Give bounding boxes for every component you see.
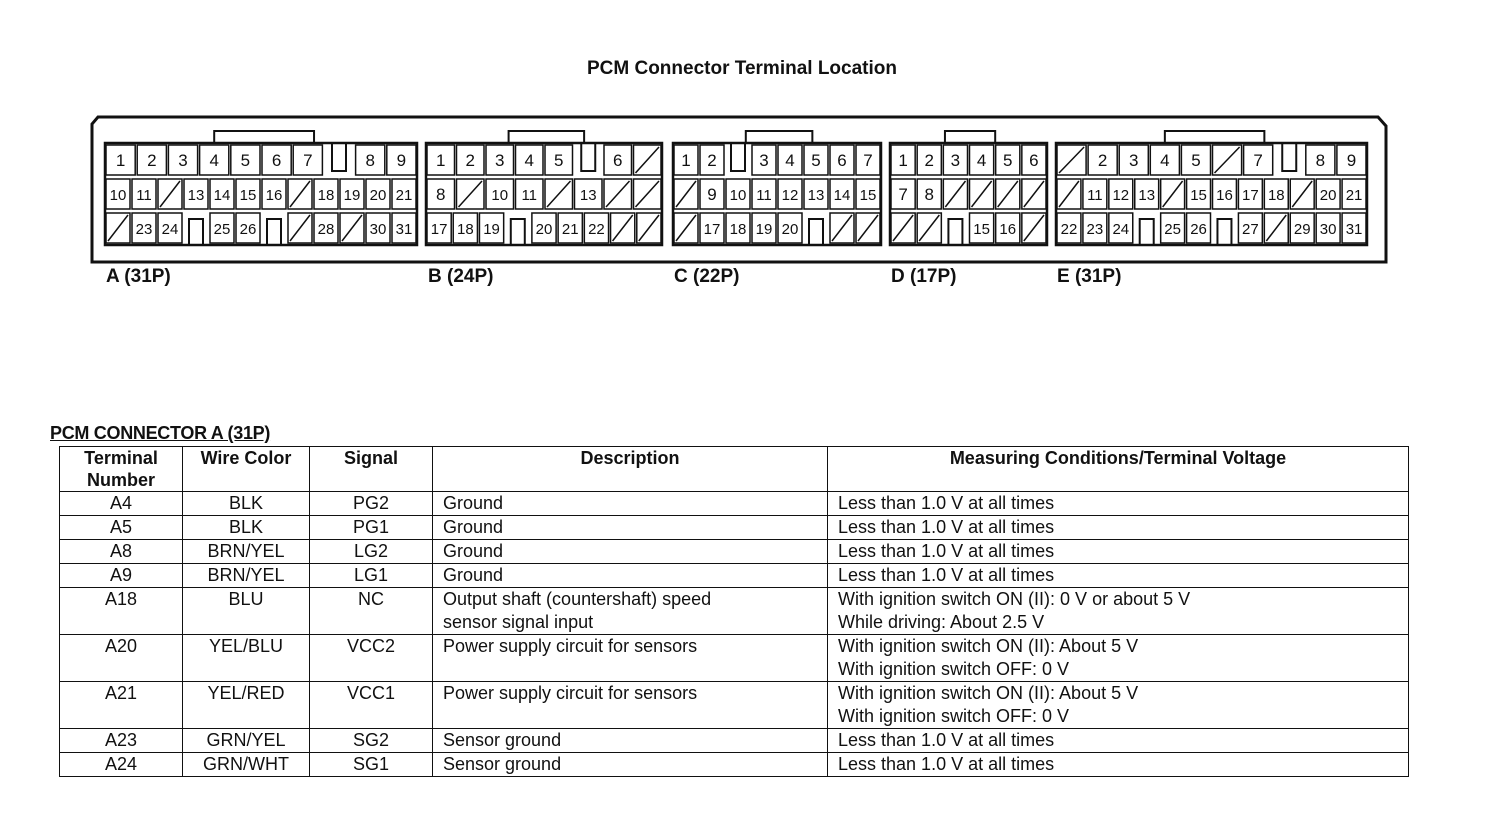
table-header-row — [60, 447, 1409, 492]
connector-c-label: C (22P) — [674, 266, 740, 287]
description-cell: Sensor ground — [433, 753, 828, 777]
unused-terminal-slash — [547, 181, 571, 207]
terminal-pin-number: 7 — [863, 151, 873, 170]
wire-color-cell: BRN/YEL — [183, 540, 310, 564]
connector-d-lock-tab — [945, 131, 995, 143]
terminal-pin-number: 21 — [561, 221, 579, 238]
terminal-pin-number: 8 — [1315, 151, 1326, 170]
conditions-cell: Less than 1.0 V at all times — [828, 564, 1409, 588]
wire-color-cell: GRN/YEL — [183, 729, 310, 753]
terminal-pin-number: 15 — [239, 187, 257, 204]
signal-cell: VCC1 — [310, 682, 433, 729]
terminal-cell: A8 — [60, 540, 183, 564]
terminal-pin-number: 20 — [369, 187, 387, 204]
connector-d — [890, 131, 1047, 245]
terminal-pin-number: 3 — [950, 151, 961, 170]
connector-e-lock-tab — [1165, 131, 1265, 143]
terminal-pin-number: 30 — [1319, 221, 1337, 238]
terminal-pin-number: 18 — [456, 221, 474, 238]
wire-color-cell: YEL/BLU — [183, 635, 310, 682]
connector-a — [105, 131, 417, 245]
connector-notch — [1140, 219, 1154, 245]
description-cell: Ground — [433, 492, 828, 516]
connector-a-label: A (31P) — [106, 266, 171, 287]
terminal-pin-number: 23 — [135, 221, 153, 238]
terminal-pin-number: 3 — [759, 151, 769, 170]
terminal-pin-number: 16 — [1216, 187, 1233, 204]
conditions-cell: Less than 1.0 V at all times — [828, 492, 1409, 516]
terminal-pin-number: 10 — [491, 187, 509, 204]
terminal-pin-number: 8 — [924, 185, 934, 204]
terminal-pin-number: 1 — [898, 151, 908, 170]
signal-cell: LG2 — [310, 540, 433, 564]
terminal-pin-number: 25 — [213, 221, 231, 238]
conditions-cell: With ignition switch ON (II): About 5 V With ignition switch OFF: 0 V — [828, 635, 1409, 682]
terminal-pin-number: 20 — [781, 221, 799, 238]
terminal-pin-number: 9 — [396, 151, 407, 170]
connector-b — [426, 131, 662, 245]
unused-terminal-slash — [639, 215, 659, 241]
connector-notch — [1282, 143, 1296, 171]
terminal-pin-number: 19 — [483, 221, 500, 238]
connector-notch — [1217, 219, 1231, 245]
terminal-pin-number: 24 — [161, 221, 179, 238]
table-row — [60, 753, 1409, 777]
description-cell: Sensor ground — [433, 729, 828, 753]
terminal-cell: A24 — [60, 753, 183, 777]
table-row — [60, 492, 1409, 516]
table-row — [60, 682, 1409, 729]
terminal-pin-number: 8 — [365, 151, 375, 170]
pcm-connector-a-table — [59, 446, 1409, 777]
conditions-cell: Less than 1.0 V at all times — [828, 729, 1409, 753]
connector-e-label: E (31P) — [1057, 266, 1122, 287]
table-row — [60, 588, 1409, 635]
unused-terminal-slash — [342, 215, 362, 241]
terminal-cell: A21 — [60, 682, 183, 729]
terminal-pin-number: 19 — [343, 187, 361, 204]
connector-notch — [948, 219, 962, 245]
table-row — [60, 635, 1409, 682]
terminal-pin-number: 24 — [1112, 221, 1130, 238]
terminal-pin-number: 20 — [1319, 187, 1337, 204]
signal-cell: VCC2 — [310, 635, 433, 682]
unused-terminal-slash — [832, 215, 852, 241]
terminal-pin-number: 5 — [1191, 151, 1201, 170]
connector-c — [673, 131, 881, 245]
table-row — [60, 729, 1409, 753]
unused-terminal-slash — [1059, 147, 1084, 173]
terminal-pin-number: 13 — [579, 187, 597, 204]
unused-terminal-slash — [945, 181, 965, 207]
terminal-pin-number: 15 — [859, 187, 877, 204]
terminal-pin-number: 30 — [369, 221, 387, 238]
terminal-pin-number: 29 — [1293, 221, 1311, 238]
signal-cell: PG1 — [310, 516, 433, 540]
terminal-pin-number: 16 — [265, 187, 283, 204]
terminal-pin-number: 15 — [973, 221, 990, 238]
unused-terminal-slash — [108, 215, 128, 241]
terminal-pin-number: 19 — [755, 221, 773, 238]
terminal-pin-number: 20 — [535, 221, 553, 238]
header-description: Description — [433, 447, 828, 492]
terminal-pin-number: 14 — [213, 187, 231, 204]
terminal-pin-number: 1 — [436, 151, 446, 170]
description-cell: Ground — [433, 516, 828, 540]
diagram-title: PCM Connector Terminal Location — [586, 58, 897, 79]
terminal-pin-number: 2 — [707, 151, 717, 170]
terminal-pin-number: 17 — [430, 221, 448, 238]
header-conditions: Measuring Conditions/Terminal Voltage — [828, 447, 1409, 492]
unused-terminal-slash — [858, 215, 878, 241]
terminal-pin-number: 22 — [588, 221, 605, 238]
terminal-pin-number: 26 — [239, 221, 257, 238]
connector-notch — [332, 143, 346, 171]
wire-color-cell: YEL/RED — [183, 682, 310, 729]
unused-terminal-slash — [919, 215, 939, 241]
unused-terminal-slash — [459, 181, 483, 207]
terminal-pin-number: 2 — [465, 151, 475, 170]
connector-notch — [511, 219, 525, 245]
conditions-cell: Less than 1.0 V at all times — [828, 516, 1409, 540]
unused-terminal-slash — [636, 181, 660, 207]
signal-cell: SG2 — [310, 729, 433, 753]
terminal-pin-number: 25 — [1164, 221, 1181, 238]
terminal-pin-number: 13 — [187, 187, 205, 204]
unused-terminal-slash — [1292, 181, 1312, 207]
terminal-pin-number: 18 — [317, 187, 335, 204]
terminal-pin-number: 3 — [1129, 151, 1139, 170]
terminal-pin-number: 4 — [976, 151, 987, 170]
terminal-pin-number: 22 — [1060, 221, 1078, 238]
unused-terminal-slash — [676, 215, 696, 241]
terminal-pin-number: 5 — [811, 151, 821, 170]
terminal-cell: A18 — [60, 588, 183, 635]
table-row — [60, 540, 1409, 564]
terminal-pin-number: 14 — [833, 187, 851, 204]
connectors-group — [105, 131, 1367, 245]
terminal-pin-number: 5 — [554, 151, 564, 170]
connector-notch — [809, 219, 823, 245]
connector-a-lock-tab — [214, 131, 314, 143]
unused-terminal-slash — [636, 147, 660, 173]
terminal-pin-number: 11 — [756, 187, 772, 204]
wire-color-cell: GRN/WHT — [183, 753, 310, 777]
terminal-pin-number: 4 — [1160, 151, 1170, 170]
unused-terminal-slash — [613, 215, 633, 241]
connector-d-label: D (17P) — [891, 266, 957, 287]
terminal-pin-number: 6 — [271, 151, 282, 170]
terminal-pin-number: 12 — [781, 187, 799, 204]
terminal-pin-number: 31 — [1345, 221, 1363, 238]
table-row — [60, 564, 1409, 588]
unused-terminal-slash — [606, 181, 630, 207]
terminal-pin-number: 7 — [898, 185, 908, 204]
signal-cell: PG2 — [310, 492, 433, 516]
wire-color-cell: BLU — [183, 588, 310, 635]
description-cell: Power supply circuit for sensors — [433, 682, 828, 729]
terminal-pin-number: 6 — [837, 151, 847, 170]
terminal-pin-number: 11 — [136, 187, 152, 204]
description-cell: Ground — [433, 540, 828, 564]
connector-c-lock-tab — [746, 131, 813, 143]
terminal-pin-number: 21 — [1345, 187, 1363, 204]
terminal-pin-number: 26 — [1190, 221, 1207, 238]
connector-e — [1056, 131, 1367, 245]
terminal-pin-number: 28 — [317, 221, 335, 238]
terminal-pin-number: 2 — [1097, 151, 1108, 170]
wire-color-cell: BRN/YEL — [183, 564, 310, 588]
terminal-pin-number: 5 — [240, 151, 251, 170]
connector-b-label: B (24P) — [428, 266, 494, 287]
conditions-cell: With ignition switch ON (II): 0 V or about 5 V While driving: About 2.5 V — [828, 588, 1409, 635]
table-row — [60, 516, 1409, 540]
terminal-pin-number: 4 — [785, 151, 795, 170]
terminal-pin-number: 13 — [807, 187, 825, 204]
terminal-pin-number: 1 — [681, 151, 691, 170]
terminal-pin-number: 18 — [729, 221, 747, 238]
unused-terminal-slash — [1024, 181, 1044, 207]
terminal-pin-number: 21 — [395, 187, 413, 204]
connector-d-body — [890, 143, 1047, 245]
unused-terminal-slash — [893, 215, 913, 241]
unused-terminal-slash — [290, 215, 310, 241]
terminal-pin-number: 4 — [524, 151, 534, 170]
unused-terminal-slash — [1215, 147, 1240, 173]
wire-color-cell: BLK — [183, 492, 310, 516]
wire-color-cell: BLK — [183, 516, 310, 540]
terminal-pin-number: 2 — [147, 151, 157, 170]
terminal-pin-number: 12 — [1112, 187, 1130, 204]
unused-terminal-slash — [1163, 181, 1183, 207]
header-signal: Signal — [310, 447, 433, 492]
terminal-pin-number: 18 — [1267, 187, 1285, 204]
unused-terminal-slash — [1024, 215, 1044, 241]
signal-cell: SG1 — [310, 753, 433, 777]
terminal-cell: A23 — [60, 729, 183, 753]
header-wire-color: Wire Color — [183, 447, 310, 492]
unused-terminal-slash — [1266, 215, 1286, 241]
terminal-pin-number: 13 — [1138, 187, 1156, 204]
terminal-cell: A20 — [60, 635, 183, 682]
terminal-pin-number: 31 — [395, 221, 413, 238]
terminal-pin-number: 4 — [209, 151, 219, 170]
description-cell: Power supply circuit for sensors — [433, 635, 828, 682]
terminal-pin-number: 8 — [436, 185, 446, 204]
unused-terminal-slash — [1059, 181, 1079, 207]
terminal-pin-number: 10 — [109, 187, 127, 204]
connector-notch — [189, 219, 203, 245]
terminal-pin-number: 3 — [495, 151, 505, 170]
unused-terminal-slash — [998, 181, 1018, 207]
terminal-pin-number: 15 — [1190, 187, 1207, 204]
header-terminal-number: Terminal Number — [60, 447, 183, 492]
terminal-pin-number: 11 — [1087, 187, 1103, 204]
terminal-pin-number: 3 — [178, 151, 188, 170]
unused-terminal-slash — [972, 181, 992, 207]
terminal-cell: A5 — [60, 516, 183, 540]
conditions-cell: Less than 1.0 V at all times — [828, 753, 1409, 777]
terminal-pin-number: 23 — [1086, 221, 1104, 238]
terminal-pin-number: 6 — [1029, 151, 1039, 170]
terminal-pin-number: 16 — [999, 221, 1017, 238]
terminal-pin-number: 7 — [303, 151, 313, 170]
connector-notch — [581, 143, 595, 171]
conditions-cell: With ignition switch ON (II): About 5 V With ignition switch OFF: 0 V — [828, 682, 1409, 729]
conditions-cell: Less than 1.0 V at all times — [828, 540, 1409, 564]
connector-notch — [731, 143, 745, 171]
unused-terminal-slash — [676, 181, 696, 207]
terminal-pin-number: 5 — [1003, 151, 1013, 170]
terminal-pin-number: 9 — [707, 185, 717, 204]
table-title: PCM CONNECTOR A (31P) — [50, 423, 271, 443]
terminal-pin-number: 9 — [1346, 151, 1357, 170]
terminal-pin-number: 17 — [703, 221, 721, 238]
terminal-cell: A4 — [60, 492, 183, 516]
unused-terminal-slash — [160, 181, 180, 207]
description-cell: Output shaft (countershaft) speed sensor signal input — [433, 588, 828, 635]
terminal-pin-number: 10 — [729, 187, 747, 204]
terminal-cell: A9 — [60, 564, 183, 588]
connector-b-lock-tab — [509, 131, 585, 143]
connector-notch — [267, 219, 281, 245]
terminal-pin-number: 1 — [115, 151, 126, 170]
terminal-pin-number: 7 — [1253, 151, 1263, 170]
terminal-pin-number: 17 — [1242, 187, 1259, 204]
unused-terminal-slash — [290, 181, 310, 207]
signal-cell: LG1 — [310, 564, 433, 588]
terminal-pin-number: 6 — [613, 151, 623, 170]
signal-cell: NC — [310, 588, 433, 635]
terminal-pin-number: 27 — [1242, 221, 1259, 238]
terminal-pin-number: 2 — [924, 151, 934, 170]
terminal-pin-number: 11 — [521, 187, 538, 204]
description-cell: Ground — [433, 564, 828, 588]
